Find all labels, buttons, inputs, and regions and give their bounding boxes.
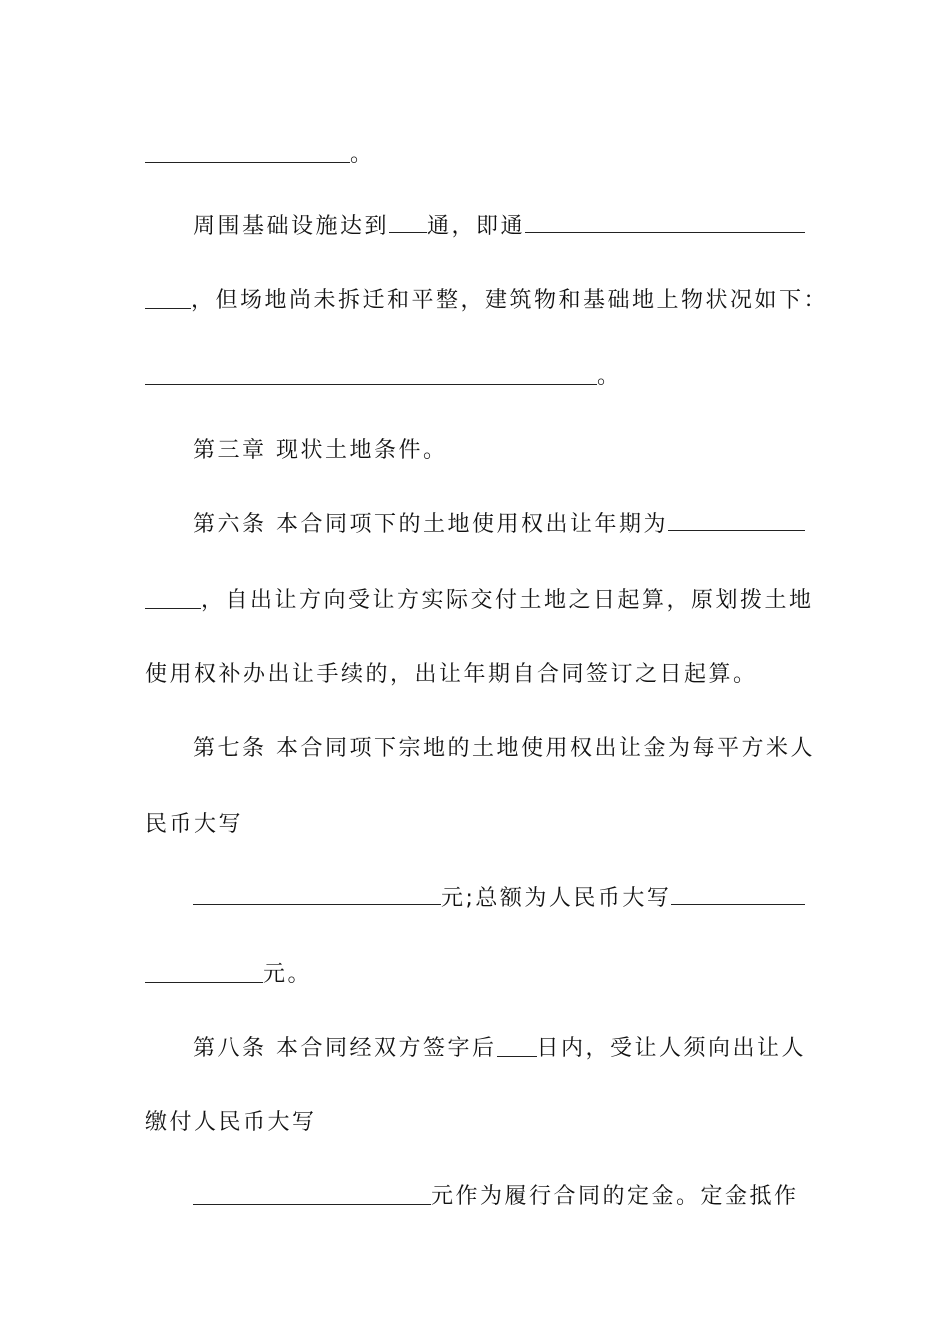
blank-field [145, 588, 201, 609]
text-line-15 [193, 1182, 805, 1212]
line-text: 日内，受让人须向出让人 [536, 1036, 807, 1061]
line-text: 使用权补办出让手续的，出让年期自合同签订之日起算。 [145, 662, 758, 687]
blank-field [668, 510, 805, 531]
text-line-3 [145, 286, 829, 316]
line-text: 第八条 本合同经双方签字后 [193, 1036, 497, 1061]
text-line-11 [193, 884, 805, 914]
blank-field [193, 884, 441, 905]
line-text: 通，即通 [427, 214, 526, 239]
line-text: 元作为履行合同的定金。定金抵作 [431, 1184, 799, 1209]
line-text: ，但场地尚未拆迁和平整，建筑物和基础地上物状况如下： [191, 288, 829, 313]
blank-field [671, 884, 805, 905]
line-text: 民币大写 [145, 812, 244, 837]
line-text: 周围基础设施达到 [193, 214, 390, 239]
blank-field [145, 962, 263, 983]
line-text: ，自出让方向受让方实际交付土地之日起算，原划拨土地 [201, 588, 814, 613]
line-text: 第七条 本合同项下宗地的土地使用权出让金为每平方米人 [193, 736, 815, 761]
text-line-9 [193, 734, 815, 764]
text-line-6 [193, 510, 805, 540]
text-line-7 [145, 586, 814, 616]
text-line-4 [145, 362, 805, 392]
text-line-10 [145, 810, 805, 840]
line-text: 第三章 现状土地条件。 [193, 438, 448, 463]
blank-field [145, 288, 191, 309]
text-line-14 [145, 1108, 805, 1138]
blank-field [525, 212, 805, 233]
text-line-13 [193, 1034, 805, 1064]
text-line-1 [145, 140, 805, 170]
blank-field [193, 1184, 431, 1205]
blank-field [389, 212, 427, 233]
line-text: 。 [350, 142, 375, 167]
line-text: 第六条 本合同项下的土地使用权出让年期为 [193, 512, 668, 537]
blank-field [145, 364, 597, 385]
text-line-8 [145, 660, 805, 690]
line-text: 缴付人民币大写 [145, 1110, 317, 1135]
text-line-12 [145, 960, 805, 990]
line-text: 。 [597, 364, 622, 389]
blank-field [497, 1036, 537, 1057]
line-text: 元;总额为人民币大写 [441, 886, 672, 911]
line-text: 元。 [263, 962, 313, 987]
blank-field [145, 142, 350, 163]
chapter-heading [193, 436, 805, 466]
text-line-2 [193, 212, 805, 242]
